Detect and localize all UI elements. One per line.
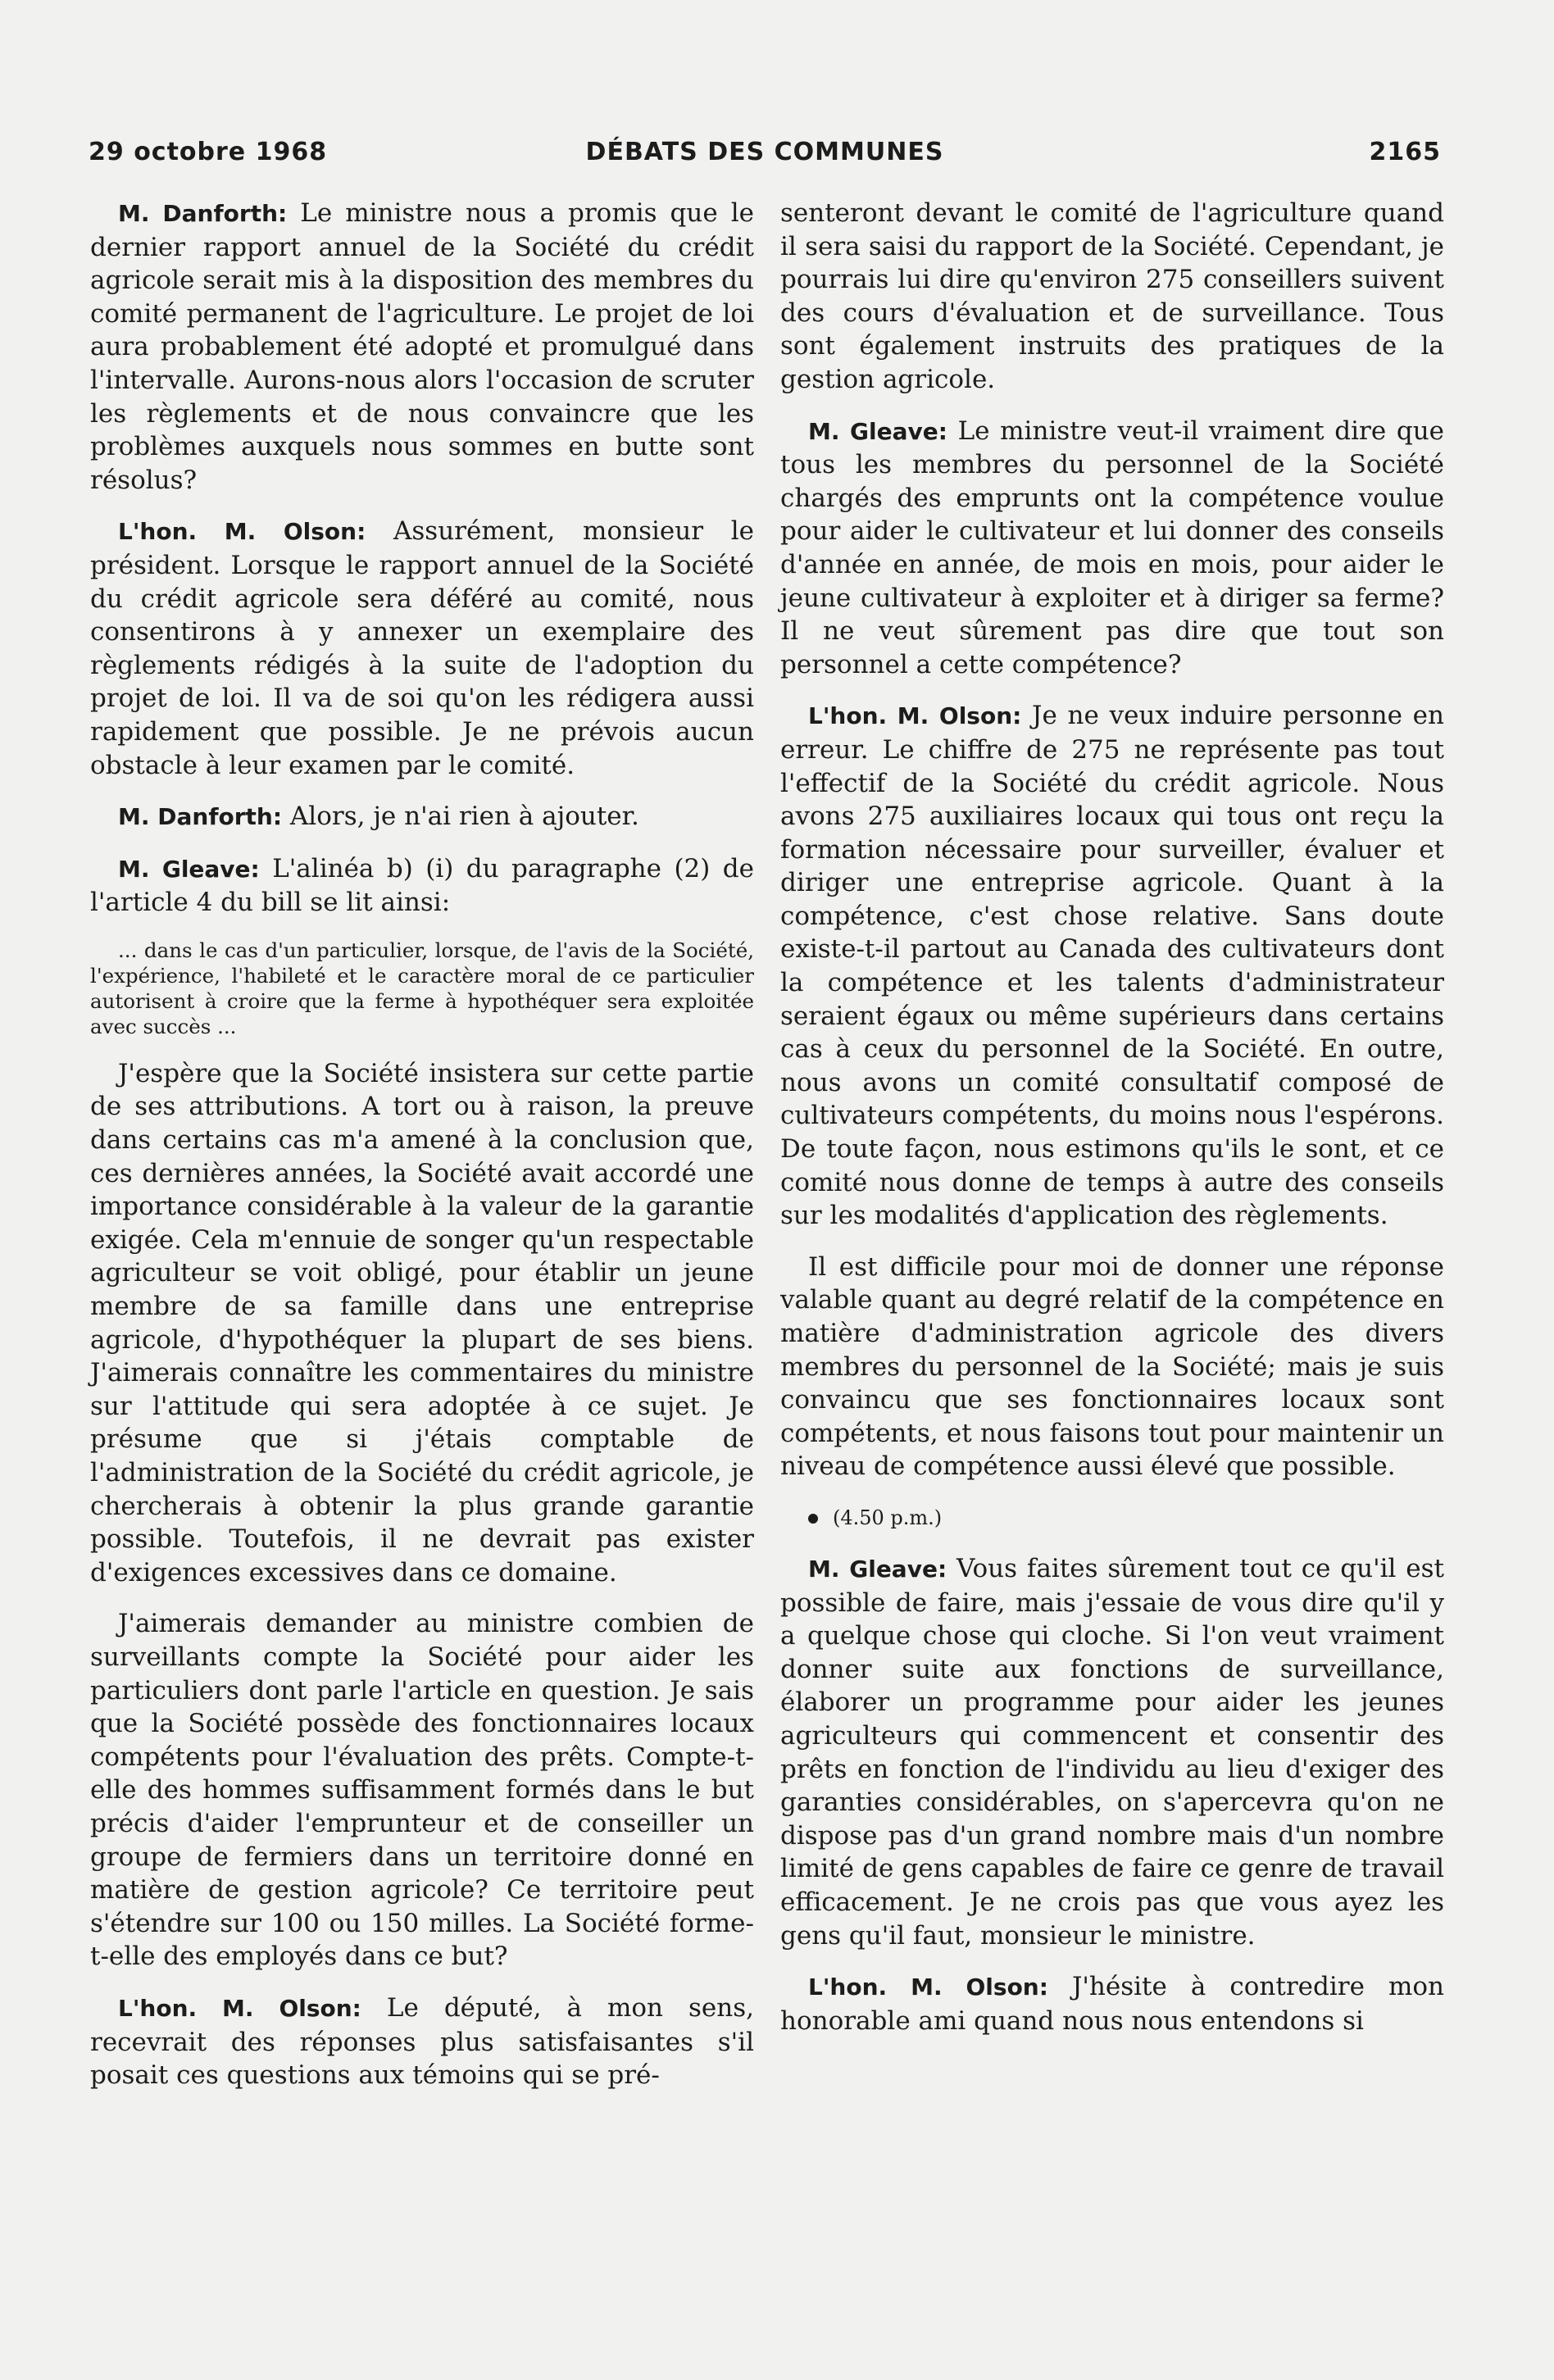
paragraph: J'aimerais demander au ministre combien de surveillants compte la Société pour aider les particuliers dont parle l'article en question. Je sais que la Société possède des fonctionnaires locaux compétents pour l'évaluation des prêts. Compte-t-elle des hommes suffisamment formés dans le but précis d'aider l'emprunteur et de conseiller un groupe de fermiers dans un territoire donné en matière de gestion agricole? Ce territoire peut s'étendre sur 100 ou 150 milles. La Société forme-t-elle des employés dans ce but? — [90, 1609, 754, 1972]
right-column — [780, 197, 1444, 2037]
speaker-name: M. Danforth: — [118, 200, 288, 227]
paragraph: senteront devant le comité de l'agriculture quand il sera saisi du rapport de la Société. Cependant, je pourrais lui dire qu'environ 275 conseillers suivent des cours d'évaluation et de surveillance. Tous sont également instruits des pratiques de la gestion agricole. — [780, 198, 1444, 394]
page-header — [89, 138, 1441, 174]
paragraph — [90, 800, 754, 834]
speech-text: Vous faites sûrement tout ce qu'il est possible de faire, mais j'essaie de vous dire qu'il y a quelque chose qui cloche. Si l'on veut vraiment donner suite aux fonctions de surveillance, élaborer un programme pour aider les jeunes agriculteurs qui commencent et consentir des prêts en fonction de l'individu au lieu d'exiger des garanties considérables, on s'apercevra qu'on ne dispose pas d'un grand nombre mais d'un nombre limité de gens capables de faire ce genre de travail efficacement. Je ne crois pas que vous ayez les gens qu'il faut, monsieur le ministre. — [780, 1553, 1444, 1951]
speech-text: L'alinéa b) (i) du paragraphe (2) de l'article 4 du bill se lit ainsi: — [90, 853, 754, 918]
speech-text: J'hésite à contredire mon honorable ami quand nous nous entendons si — [780, 1972, 1444, 2036]
paragraph — [780, 1552, 1444, 1952]
header-title: DÉBATS DES COMMUNES — [585, 138, 944, 166]
speaker-name: L'hon. M. Olson: — [808, 702, 1022, 730]
speaker-name: L'hon. M. Olson: — [808, 1973, 1048, 2001]
speech-text: Le ministre nous a promis que le dernier rapport annuel de la Société du crédit agricole serait mis à la disposition des membres du comité permanent de l'agriculture. Le projet de loi aura probablement été adopté et promulgué dans l'intervalle. Aurons-nous alors l'occasion de scruter les règlements et de nous convaincre que les problèmes auxquels nous sommes en butte sont résolus? — [90, 198, 754, 495]
speaker-name: M. Gleave: — [118, 855, 260, 883]
quoted-bill-text: ... dans le cas d'un particulier, lorsque, de l'avis de la Société, l'expérience, l'habileté et le caractère moral de ce particulier autorisent à croire que la ferme à hypothéquer sera exploitée avec succès ... — [90, 938, 754, 1038]
speech-text: Assurément, monsieur le président. Lorsque le rapport annuel de la Société du crédit agricole sera déféré au comité, nous consentirons à y annexer un exemplaire des règlements rédigés à la suite de l'adoption du projet de loi. Il va de soi qu'on les rédigera aussi rapidement que possible. Je ne prévois aucun obstacle à leur examen par le comité. — [90, 516, 754, 780]
bullet-icon — [808, 1514, 818, 1524]
speaker-name: M. Gleave: — [808, 417, 947, 445]
left-column — [90, 197, 754, 2092]
header-date: 29 octobre 1968 — [89, 138, 328, 166]
page-number: 2165 — [1369, 138, 1441, 166]
paragraph — [780, 1970, 1444, 2037]
paragraph — [780, 699, 1444, 1233]
speaker-name: M. Gleave: — [808, 1555, 947, 1583]
speaker-name: L'hon. M. Olson: — [118, 1994, 361, 2022]
time-text: (4.50 p.m.) — [833, 1506, 943, 1529]
paragraph: J'espère que la Société insistera sur cette partie de ses attributions. A tort ou à raison, la preuve dans certains cas m'a amené à la conclusion que, ces dernières années, la Société avait accordé une importance considérable à la valeur de la garantie exigée. Cela m'ennuie de songer qu'un respectable agriculteur se voit obligé, pour établir un jeune membre de sa famille dans une entreprise agricole, d'hypothéquer la plupart de ses biens. J'aimerais connaître les commentaires du ministre sur l'attitude qui sera adoptée à ce sujet. Je présume que si j'étais comptable de l'administration de la Société du crédit agricole, je chercherais à obtenir la plus grande garantie possible. Toutefois, il ne devrait pas exister d'exigences excessives dans ce domaine. — [90, 1058, 754, 1587]
time-marker — [780, 1501, 1444, 1534]
speaker-name: M. Danforth: — [118, 803, 283, 831]
paragraph — [780, 415, 1444, 682]
speech-text: Le ministre veut-il vraiment dire que tous les membres du personnel de la Société chargés des emprunts ont la compétence voulue pour aider le cultivateur et lui donner des conseils d'année en année, de mois en mois, pour aider le jeune cultivateur à exploiter et à diriger sa ferme? Il ne veut sûrement pas dire que tout son personnel a cette compétence? — [780, 416, 1445, 679]
speech-text: Le député, à mon sens, recevrait des réponses plus satisfaisantes s'il posait ces questions aux témoins qui se pré- — [90, 1992, 754, 2091]
speech-text: Alors, je n'ai rien à ajouter. — [282, 802, 639, 832]
paragraph: Il est difficile pour moi de donner une réponse valable quant au degré relatif de la compétence en matière d'administration agricole des divers membres du personnel de la Société; mais je suis convaincu que ses fonctionnaires locaux sont compétents, et nous faisons tout pour maintenir un niveau de compétence aussi élevé que possible. — [780, 1251, 1444, 1482]
paragraph — [90, 852, 754, 920]
speaker-name: L'hon. M. Olson: — [118, 518, 366, 546]
paragraph — [90, 1992, 754, 2092]
paragraph — [90, 197, 754, 497]
paragraph — [90, 515, 754, 782]
speech-text: Je ne veux induire personne en erreur. Le chiffre de 275 ne représente pas tout l'effectif de la Société du crédit agricole. Nous avons 275 auxiliaires locaux qui tous ont reçu la formation nécessaire pour surveiller, évaluer et diriger une entreprise agricole. Quant à la compétence, c'est chose relative. Sans doute existe-t-il partout au Canada des cultivateurs dont la compétence et les talents d'administrateur seraient égaux ou même supérieurs dans certains cas à ceux du personnel de la Société. En outre, nous avons un comité consultatif composé de cultivateurs compétents, du moins nous l'espérons. De toute façon, nous estimons qu'ils le sont, et ce comité nous donne de temps à autre des conseils sur les modalités d'application des règlements. — [780, 701, 1444, 1231]
